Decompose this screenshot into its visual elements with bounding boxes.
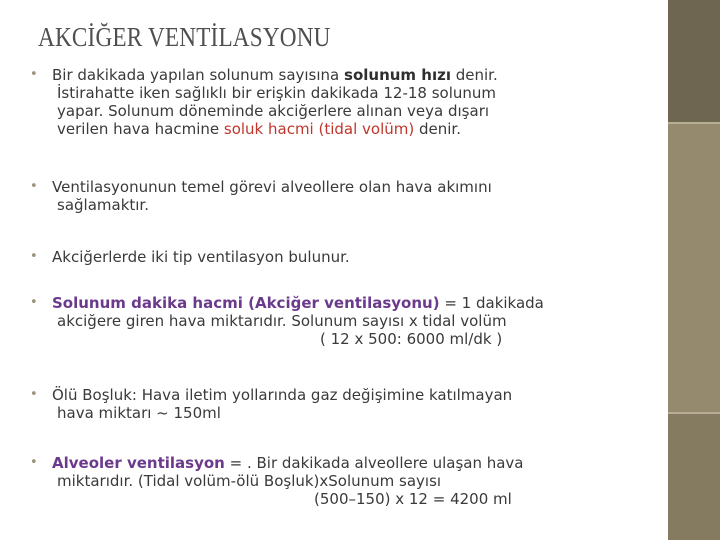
bullet-line: Ölü Boşluk: Hava iletim yollarında gaz değişimine katılmayan [52, 386, 513, 404]
bullet-icon: • [30, 387, 38, 402]
bullet-icon: • [30, 455, 38, 470]
sidebar-top-block [668, 0, 720, 122]
term-alveolar-ventilation: Alveoler ventilasyon [52, 454, 225, 472]
bullet-text [52, 248, 612, 266]
bullet-text-segment: = 1 dakikada [439, 294, 544, 312]
term-tidal-volume: soluk hacmi (tidal volüm) [223, 120, 415, 138]
bullet-text [52, 66, 612, 138]
bullet-line: miktarıdır. (Tidal volüm-ölü Boşluk)xSolunum sayısı [57, 472, 442, 490]
sidebar-divider-top [668, 122, 720, 124]
bullet-text-segment: verilen hava hacmine [57, 120, 224, 138]
formula-line: (500–150) x 12 = 4200 ml [314, 490, 512, 508]
bullet-line: Ventilasyonunun temel görevi alveollere olan hava akımını [52, 178, 492, 196]
bullet-icon: • [30, 67, 38, 82]
formula-line: ( 12 x 500: 6000 ml/dk ) [320, 330, 503, 348]
bullet-line: yapar. Solunum döneminde akciğerlere alınan veya dışarı [57, 102, 490, 120]
slide-title: AKCİĞER VENTİLASYONU [38, 22, 331, 52]
bullet-icon: • [30, 179, 38, 194]
bullet-line: İstirahatte iken sağlıklı bir erişkin dakikada 12-18 solunum [57, 84, 497, 102]
bullet-line: hava miktarı ~ 150ml [57, 404, 221, 422]
bullet-text [52, 294, 612, 348]
bullet-line: akciğere giren hava miktarıdır. Solunum sayısı x tidal volüm [57, 312, 507, 330]
bullet-text-segment: = . Bir dakikada alveollere ulaşan hava [224, 454, 524, 472]
bullet-line: Akciğerlerde iki tip ventilasyon bulunur. [52, 248, 350, 266]
bullet-text [52, 454, 612, 508]
bullet-text-segment: Bir dakikada yapılan solunum sayısına [52, 66, 345, 84]
term-minute-volume: Solunum dakika hacmi (Akciğer ventilasyonu) [52, 294, 440, 312]
bullet-text-segment: denir. [450, 66, 498, 84]
bullet-icon: • [30, 249, 38, 264]
decorative-sidebar [668, 0, 720, 540]
bullet-icon: • [30, 295, 38, 310]
bullet-text-segment: denir. [414, 120, 461, 138]
bullet-text [52, 386, 612, 422]
sidebar-bottom-block [668, 414, 720, 540]
bullet-line: sağlamaktır. [57, 196, 149, 214]
term-respiration-rate: solunum hızı [344, 66, 451, 84]
bullet-text [52, 178, 612, 214]
